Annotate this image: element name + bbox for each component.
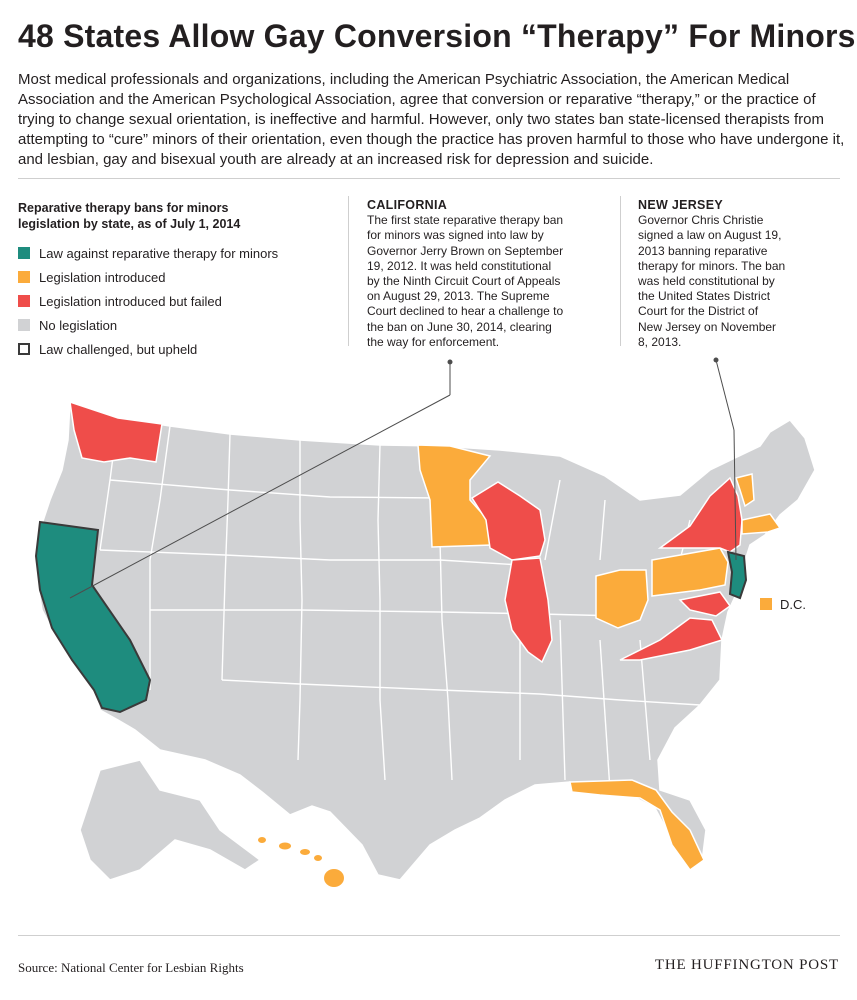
dc-swatch: [760, 598, 772, 610]
note-line: on August 29, 2013. The Supreme: [367, 289, 550, 304]
new-jersey-note: [638, 198, 848, 350]
note-line: 19, 2012. It was held constitutional: [367, 258, 552, 273]
publisher-logo: THE HUFFINGTON POST: [654, 957, 839, 973]
new-jersey-leader: [716, 360, 734, 430]
source-credit: Source: National Center for Lesbian Rights: [18, 960, 244, 975]
new-jersey-heading: NEW JERSEY: [638, 198, 723, 212]
note-line: the United States District: [638, 289, 771, 304]
note-line: 2013 banning reparative: [638, 243, 768, 258]
note-line: was held constitutional by: [638, 274, 775, 289]
legend-label: Legislation introduced but failed: [39, 293, 222, 309]
legend-label: Law against reparative therapy for minors: [39, 245, 279, 261]
legend-label: No legislation: [39, 317, 118, 333]
column-divider: [620, 196, 621, 346]
note-line: Governor Jerry Brown on September: [367, 243, 564, 258]
note-line: Governor Chris Christie: [638, 213, 764, 228]
california-heading: CALIFORNIA: [367, 198, 448, 212]
legend-item-law: [18, 241, 318, 265]
note-line: 8, 2013.: [638, 334, 682, 349]
column-divider: [348, 196, 349, 346]
state-florida: [570, 780, 704, 870]
legend-swatch-none: [18, 319, 30, 331]
legend-swatch-introduced: [18, 271, 30, 283]
state-hawaii: [258, 837, 344, 887]
legend-title: [18, 200, 288, 232]
note-line: the way for enforcement.: [367, 334, 500, 349]
legend-title-line: Reparative therapy bans for minors: [18, 201, 229, 215]
california-note: [367, 198, 617, 350]
leader-dot: [714, 358, 718, 362]
note-line: The first state reparative therapy ban: [367, 213, 564, 228]
infographic-title: 48 States Allow Gay Conversion “Therapy” For Minors: [18, 18, 856, 54]
note-line: for minors was signed into law by: [367, 228, 544, 243]
dc-label: D.C.: [780, 597, 806, 612]
bottom-divider: [18, 935, 840, 936]
legend-item-introduced: [18, 265, 318, 289]
legend-swatch-law: [18, 247, 30, 259]
legend-item-failed: [18, 289, 318, 313]
note-line: by the Ninth Circuit Court of Appeals: [367, 274, 561, 289]
note-line: Court declined to hear a challenge to: [367, 304, 564, 319]
leader-dot: [448, 360, 452, 364]
legend-label: Law challenged, but upheld: [39, 341, 198, 357]
note-line: signed a law on August 19,: [638, 228, 782, 243]
legend-swatch-failed: [18, 295, 30, 307]
note-line: New Jersey on November: [638, 319, 777, 334]
note-line: the ban on June 30, 2014, clearing: [367, 319, 552, 334]
state-ohio: [596, 570, 648, 628]
state-washington: [70, 402, 162, 462]
legend-title-line: legislation by state, as of July 1, 2014: [18, 217, 241, 231]
note-line: therapy for minors. The ban: [638, 258, 786, 273]
top-divider: [18, 178, 840, 179]
note-line: Court for the District of: [638, 304, 759, 319]
state-alaska: [80, 760, 260, 880]
us-map: [0, 340, 857, 930]
legend-label: Legislation introduced: [39, 269, 166, 285]
intro-paragraph: Most medical professionals and organizations, including the American Psychiatric Association, the American Medical Association and the American Psychological Association, agree that conversion or reparative “therapy,” or the practice of trying to change sexual orientation, is ineffective and harmful. However, only two states ban state-licensed therapists from attempting to “cure” minors of their orientation, even though the practice has proven harmful to those who have undergone it, and lesbian, gay and bisexual youth are already at an increased risk for depression and suicide.: [18, 71, 845, 168]
legend-item-none: [18, 313, 318, 337]
